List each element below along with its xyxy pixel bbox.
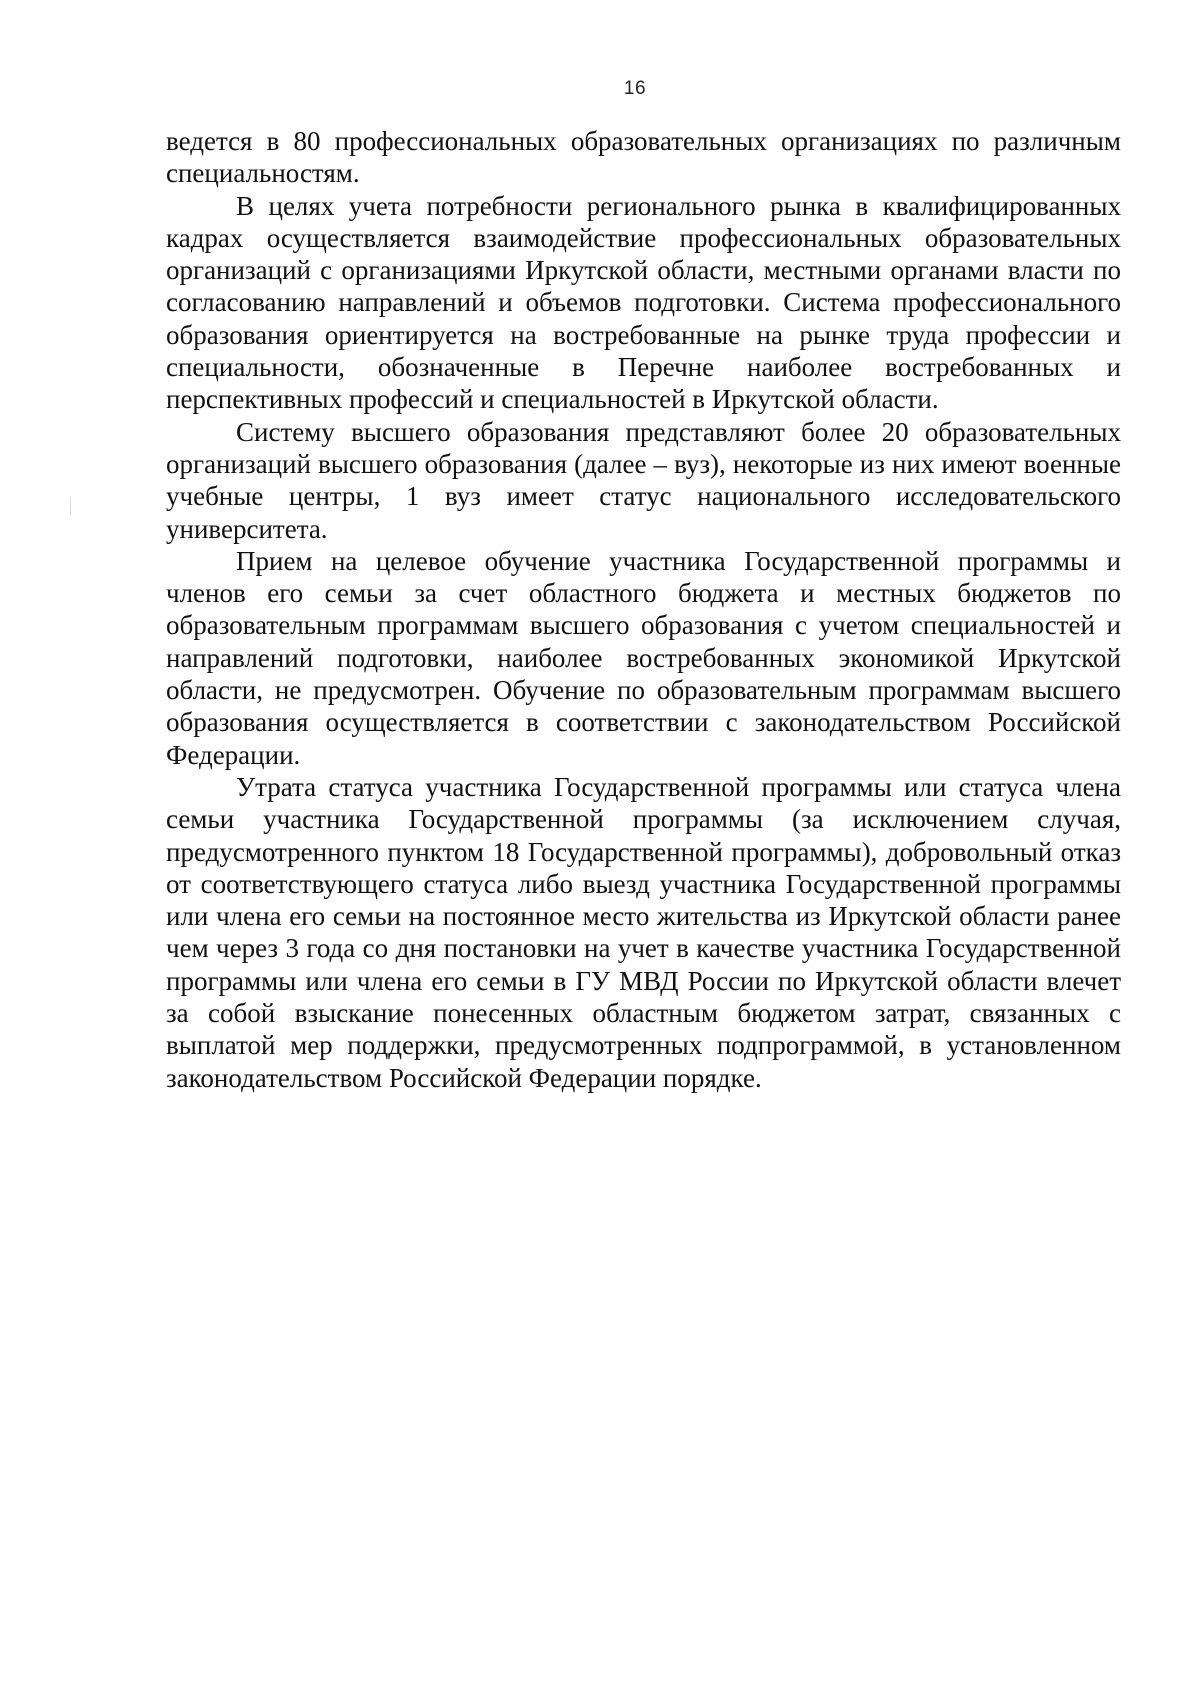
scan-artifact-mark (70, 497, 71, 515)
paragraph-loss-of-status: Утрата статуса участника Государственной программы или статуса члена семьи участника Государственной программы (за исключением случая, предусмотренного пунктом 18 Государственной программы), добровольный отказ от соответствующего статуса либо выезд участника Государственной программы или члена его семьи на постоянное место жительства из Иркутской области ранее чем через 3 года со дня постановки на учет в качестве участника Государственной программы или члена его семьи в ГУ МВД России по Иркутской области влечет за собой взыскание понесенных областным бюджетом затрат, связанных с выплатой мер поддержки, предусмотренных подпрограммой, в установленном законодательством Российской Федерации порядке. (166, 771, 1121, 1093)
document-body (166, 125, 1121, 1094)
paragraph-targeted-admission: Прием на целевое обучение участника Государственной программы и членов его семьи за счет областного бюджета и местных бюджетов по образовательным программам высшего образования с учетом специальностей и направлений подготовки, наиболее востребованных экономикой Иркутской области, не предусмотрен. Обучение по образовательным программам высшего образования осуществляется в соответствии с законодательством Российской Федерации. (166, 545, 1121, 770)
page-number: 16 (623, 78, 647, 99)
paragraph-regional-labor-market: В целях учета потребности регионального рынка в квалифицированных кадрах осуществляется взаимодействие профессиональных образовательных организаций с организациями Иркутской области, местными органами власти по согласованию направлений и объемов подготовки. Система профессионального образования ориентируется на востребованные на рынке труда профессии и специальности, обозначенные в Перечне наиболее востребованных и перспективных профессий и специальностей в Иркутской области. (166, 190, 1121, 415)
paragraph-continuation: ведется в 80 профессиональных образовательных организациях по различным специальностям. (166, 126, 1121, 189)
paragraph-higher-education-system: Систему высшего образования представляют более 20 образовательных организаций высшего образования (далее – вуз), некоторые из них имеют военные учебные центры, 1 вуз имеет статус национального исследовательского университета. (166, 416, 1121, 544)
